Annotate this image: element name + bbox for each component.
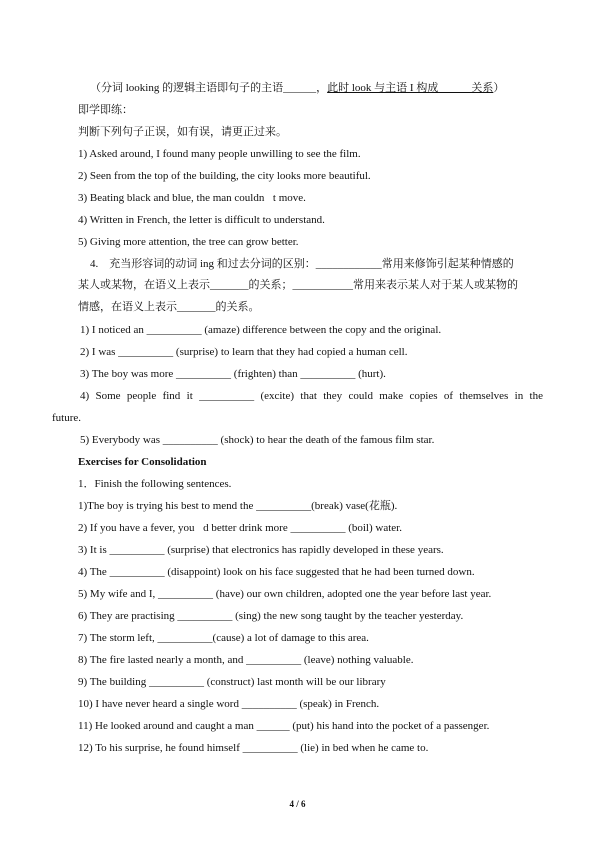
exercise-item: 8) The fire lasted nearly a month, and __________ (leave) nothing valuable.	[78, 654, 414, 666]
point4-line: 某人或某物，在语义上表示_______的关系；___________常用来表示某人对于某人或某物的	[78, 279, 518, 291]
exercise-item: 5) My wife and I, __________ (have) our own children, adopted one the year before last year.	[78, 588, 492, 600]
judge-item: 2) Seen from the top of the building, the city looks more beautiful.	[78, 170, 371, 182]
exercise-item: 9) The building __________ (construct) last month will be our library	[78, 676, 386, 688]
judge-item: 1) Asked around, I found many people unwilling to see the film.	[78, 148, 361, 160]
judge-item: 4) Written in French, the letter is difficult to understand.	[78, 214, 325, 226]
instruction-text: 判断下列句子正误，如有误，请更正过来。	[78, 126, 287, 138]
adj-item: 4) Some people find it __________ (excite) that they could make copies of themselves in the	[80, 390, 543, 402]
note-close: ）	[493, 82, 505, 94]
adj-item: 5) Everybody was __________ (shock) to hear the death of the famous film star.	[80, 434, 435, 446]
note-underlined-text: 此时 look 与主语 I 构成______关系	[327, 82, 494, 94]
judge-item: 5) Giving more attention, the tree can grow better.	[78, 236, 299, 248]
adj-item-continuation: future.	[52, 412, 82, 424]
point4-line: 情感，在语义上表示_______的关系。	[78, 301, 260, 313]
exercise-item: 10) I have never heard a single word __________ (speak) in French.	[78, 698, 380, 710]
adj-item: 3) The boy was more __________ (frighten) than __________ (hurt).	[80, 368, 386, 380]
page-number: 4 / 6	[289, 799, 306, 809]
task-instruction: 1．Finish the following sentences.	[78, 478, 232, 490]
practice-heading: 即学即练：	[78, 104, 133, 116]
judge-item: 3) Beating black and blue, the man couldn t move.	[78, 192, 306, 204]
exercise-item: 6) They are practising __________ (sing) the new song taught by the teacher yesterday.	[78, 610, 464, 622]
adj-item: 2) I was __________ (surprise) to learn that they had copied a human cell.	[80, 346, 408, 358]
point4-line: 4. 充当形容词的动词 ing 和过去分词的区别：____________常用来修饰引起某种情感的	[90, 258, 514, 270]
exercise-item: 1)The boy is trying his best to mend the __________(break) vase(花瓶).	[78, 500, 398, 512]
exercise-item: 7) The storm left, __________(cause) a lot of damage to this area.	[78, 632, 369, 644]
exercise-item: 12) To his surprise, he found himself __________ (lie) in bed when he came to.	[78, 742, 429, 754]
exercise-item: 11) He looked around and caught a man ______ (put) his hand into the pocket of a passenger.	[78, 720, 490, 732]
note-text: （分词 looking 的逻辑主语即句子的主语______，	[90, 82, 328, 94]
adj-item: 1) I noticed an __________ (amaze) difference between the copy and the original.	[80, 324, 442, 336]
exercise-item: 3) It is __________ (surprise) that electronics has rapidly developed in these years.	[78, 544, 444, 556]
section-heading: Exercises for Consolidation	[78, 456, 207, 468]
exercise-item: 4) The __________ (disappoint) look on his face suggested that he had been turned down.	[78, 566, 475, 578]
note-line	[90, 81, 504, 95]
exercise-item: 2) If you have a fever, you d better drink more __________ (boil) water.	[78, 522, 402, 534]
